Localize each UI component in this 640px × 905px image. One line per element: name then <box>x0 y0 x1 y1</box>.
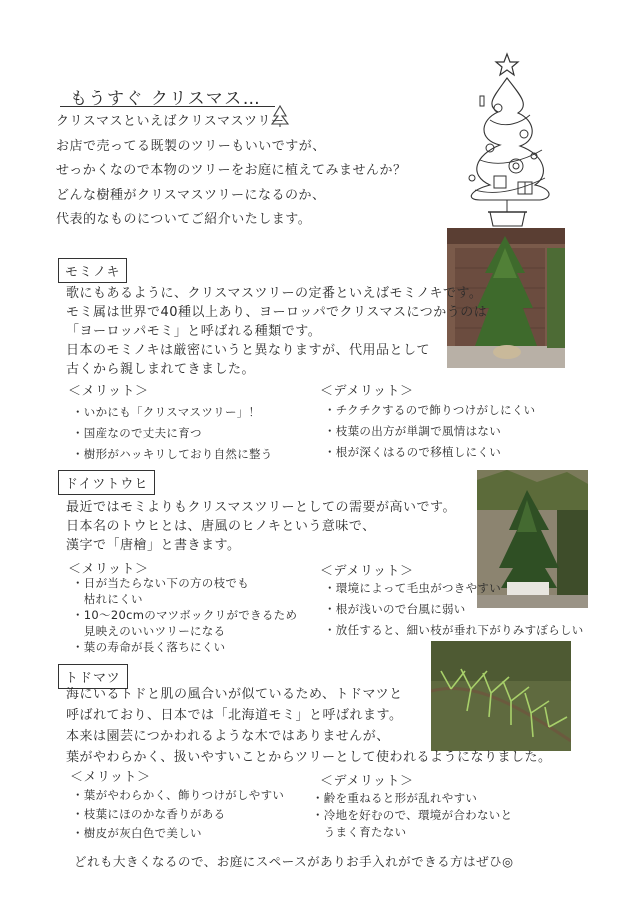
momi-text-line: 歌にもあるように、クリスマスツリーの定番といえばモミノキです。 <box>66 286 483 301</box>
touhi-demerit-heading: ＜デメリット＞ <box>320 564 414 579</box>
touhi-text-line: 最近ではモミよりもクリスマスツリーとしての需要が高いです。 <box>66 500 456 515</box>
footer-note: どれも大きくなるので、お庭にスペースがありお手入れができる方はぜひ◎ <box>74 854 514 869</box>
intro-line: 代表的なものについてご紹介いたします。 <box>56 212 312 227</box>
momi-merit-list <box>72 402 273 465</box>
todomatsu-demerit-list <box>312 790 512 841</box>
list-item: ・枝葉の出方が単調で風情はない <box>324 424 501 438</box>
todomatsu-text-line: 海にいるトドと肌の風合いが似ているため、トドマツと <box>66 687 403 702</box>
momi-merit-heading: ＜メリット＞ <box>68 384 149 399</box>
title-underline <box>60 106 275 107</box>
list-item: 枯れにくい <box>72 592 143 606</box>
intro-paragraph <box>56 110 406 233</box>
list-item: ・冷地を好むので、環境が合わないと <box>312 808 513 822</box>
intro-line: お店で売ってる既製のツリーもいいですが、 <box>56 138 326 154</box>
momi-text-line: 日本のモミノキは厳密にいうと異なりますが、代用品として <box>66 343 430 358</box>
list-item: ・葉がやわらかく、飾りつけがしやすい <box>72 788 285 802</box>
list-item: ・樹形がハッキリしており自然に整う <box>72 447 273 461</box>
touhi-merit-list <box>72 575 297 655</box>
list-item: ・根が浅いので台風に弱い <box>324 602 466 616</box>
list-item: ・枝葉にほのかな香りがある <box>72 807 226 821</box>
list-item: ・根が深くはるので移植しにくい <box>324 445 501 459</box>
todomatsu-demerit-heading: ＜デメリット＞ <box>320 774 414 789</box>
todomatsu-text-line: 本来は園芸につかわれるような木ではありませんが、 <box>66 729 390 744</box>
section-tag-momi: モミノキ <box>58 258 127 283</box>
momi-description <box>66 284 487 379</box>
touhi-description <box>66 498 456 555</box>
momi-text-line: 「ヨーロッパモミ」と呼ばれる種類です。 <box>66 324 322 339</box>
section-tag-touhi: ドイツトウヒ <box>58 470 155 495</box>
list-item: 見映えのいいツリーになる <box>72 624 226 638</box>
todomatsu-description <box>66 684 551 768</box>
momi-demerit-list <box>324 400 535 463</box>
intro-line: せっかくなので本物のツリーをお庭に植えてみませんか？ <box>56 163 407 178</box>
intro-line: クリスマスといえばクリスマスツリー <box>56 114 285 129</box>
intro-line: どんな樹種がクリスマスツリーになるのか、 <box>56 187 326 203</box>
list-item: ・日が当たらない下の方の枝でも <box>72 576 249 590</box>
list-item: ・チクチクするので飾りつけがしにくい <box>324 403 536 417</box>
list-item: ・いかにも「クリスマスツリー」！ <box>72 405 261 419</box>
page-title: もうすぐ クリスマス… <box>70 89 262 109</box>
momi-text-line: 古くから親しまれてきました。 <box>66 362 256 377</box>
list-item: ・国産なので丈夫に育つ <box>72 426 202 440</box>
list-item: ・齢を重ねると形が乱れやすい <box>312 791 478 805</box>
todomatsu-text-line: 呼ばれており、日本では「北海道モミ」と呼ばれます。 <box>66 708 403 723</box>
list-item: ・10〜20cmのマツボックリができるため <box>72 608 298 622</box>
list-item: うまく育たない <box>312 825 407 839</box>
todomatsu-text-line: 葉がやわらかく、扱いやすいことからツリーとして使われるようになりました。 <box>66 750 552 765</box>
section-tag-todomatsu: トドマツ <box>58 664 128 689</box>
list-item: ・葉の寿命が長く落ちにくい <box>72 640 226 654</box>
momi-text-line: モミ属は世界で40種以上あり、ヨーロッパでクリスマスにつかうのは <box>66 305 488 320</box>
list-item: ・環境によって毛虫がつきやすい <box>324 581 501 595</box>
touhi-demerit-list <box>324 578 584 641</box>
todomatsu-merit-heading: ＜メリット＞ <box>70 770 151 785</box>
list-item: ・放任すると、細い枝が垂れ下がりみすぼらしい <box>324 623 584 637</box>
christmas-tree-illustration <box>450 50 565 230</box>
touhi-merit-heading: ＜メリット＞ <box>68 562 149 577</box>
list-item: ・樹皮が灰白色で美しい <box>72 826 202 840</box>
momi-demerit-heading: ＜デメリット＞ <box>320 384 414 399</box>
touhi-text-line: 漢字で「唐檜」と書きます。 <box>66 538 241 553</box>
touhi-text-line: 日本名のトウヒとは、唐風のヒノキという意味で、 <box>66 519 376 534</box>
todomatsu-merit-list <box>72 786 284 843</box>
